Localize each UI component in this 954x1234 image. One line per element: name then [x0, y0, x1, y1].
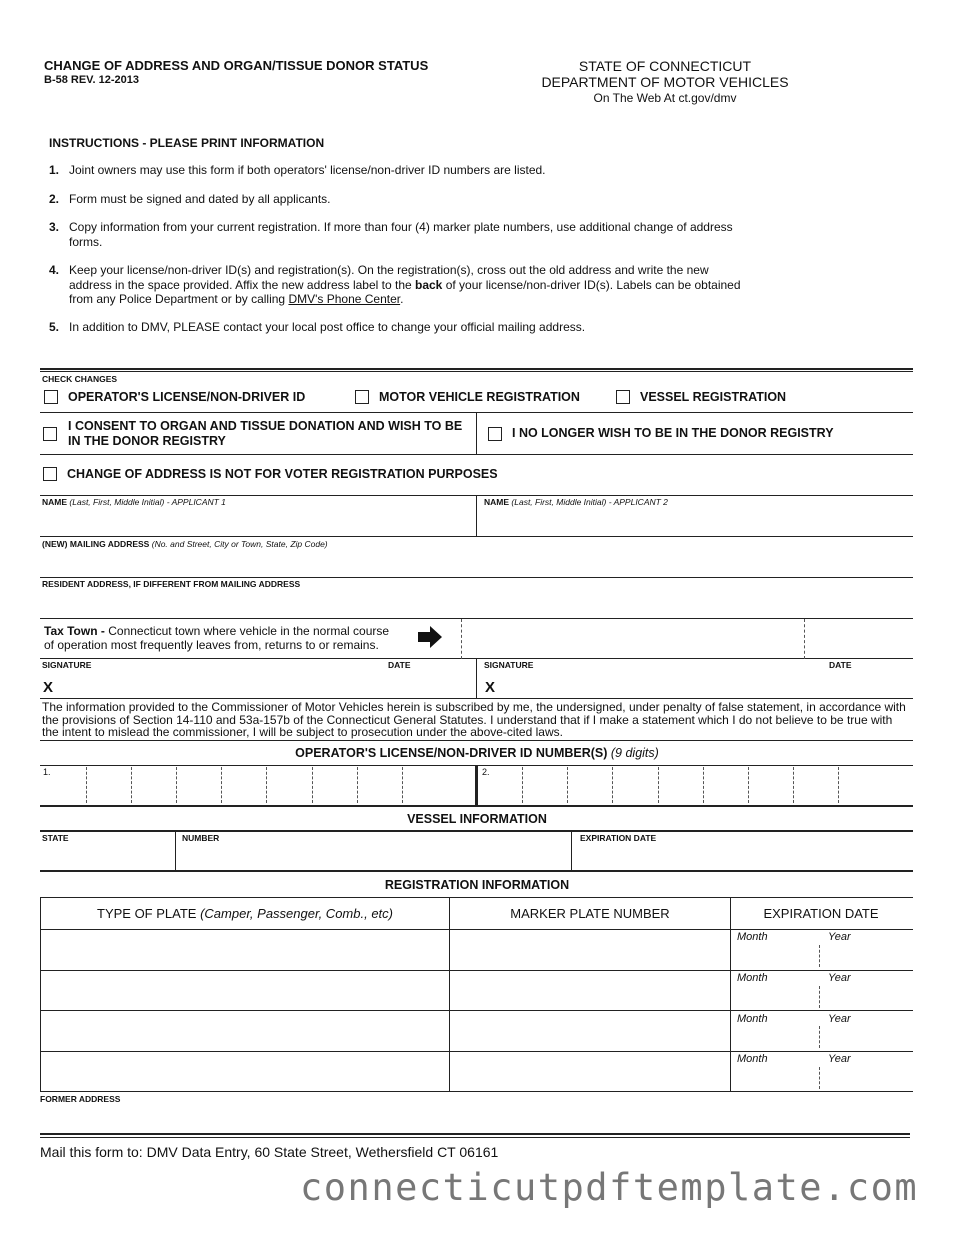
step-number: 3. [49, 220, 60, 234]
divider [40, 830, 913, 832]
divider [40, 740, 913, 741]
divider [461, 619, 462, 659]
agency-website: On The Web At ct.gov/dmv [593, 91, 737, 105]
checkbox-motor-vehicle-registration[interactable] [355, 390, 369, 404]
not-voter-registration-label: CHANGE OF ADDRESS IS NOT FOR VOTER REGISTRATION PURPOSES [67, 467, 498, 481]
plate-type-field[interactable] [42, 931, 448, 969]
marker-plate-field[interactable] [451, 1012, 729, 1050]
vessel-registration-label: VESSEL REGISTRATION [640, 390, 787, 404]
applicant2-signature-field[interactable] [500, 672, 912, 697]
divider [175, 831, 176, 871]
signature-label: SIGNATURE [484, 660, 534, 670]
instruction-step [49, 263, 749, 307]
watermark: connecticutpdftemplate.com [300, 1166, 919, 1209]
signature-x-mark: X [43, 679, 54, 696]
applicant2-name-field[interactable] [478, 508, 912, 535]
step-text: In addition to DMV, PLEASE contact your local post office to change your official mailing address. [69, 320, 586, 334]
motor-vehicle-registration-label: MOTOR VEHICLE REGISTRATION [379, 390, 580, 404]
checkbox-not-voter-registration[interactable] [43, 467, 57, 481]
divider [40, 1133, 910, 1135]
step-number: 5. [49, 320, 60, 334]
license-section-title: OPERATOR'S LICENSE/NON-DRIVER ID NUMBER(S) (9 digits) [295, 746, 659, 760]
divider [40, 698, 913, 699]
divider [476, 495, 477, 536]
year-label: Year [828, 1013, 851, 1025]
former-address-label: FORMER ADDRESS [40, 1094, 121, 1104]
divider [40, 897, 41, 1091]
checkbox-operators-license[interactable] [44, 390, 58, 404]
applicant1-name-label: NAME (Last, First, Middle Initial) - APPLICANT 1 [42, 497, 226, 507]
divider [476, 658, 477, 698]
month-label: Month [737, 972, 768, 984]
year-label: Year [828, 972, 851, 984]
marker-plate-header: MARKER PLATE NUMBER [510, 906, 670, 921]
mailing-address-label: (NEW) MAILING ADDRESS (No. and Street, City or Town, State, Zip Code) [42, 539, 328, 549]
donor-consent-label: I CONSENT TO ORGAN AND TISSUE DONATION AND WISH TO BE IN THE DONOR REGISTRY [68, 419, 463, 448]
divider [40, 618, 913, 619]
divider [804, 619, 805, 659]
applicant1-signature-field[interactable] [58, 672, 474, 697]
divider [449, 897, 450, 1091]
instruction-step [49, 320, 749, 335]
license-number-field-1[interactable] [41, 767, 474, 804]
date-label: DATE [829, 660, 852, 670]
resident-address-field[interactable] [41, 590, 912, 617]
marker-plate-field[interactable] [451, 931, 729, 969]
operators-license-label: OPERATOR'S LICENSE/NON-DRIVER ID [68, 390, 306, 404]
applicant2-name-label: NAME (Last, First, Middle Initial) - APPLICANT 2 [484, 497, 668, 507]
tax-town-field-1[interactable] [466, 620, 802, 657]
legal-statement: The information provided to the Commissioner of Motor Vehicles herein is subscribed by me, the undersigned, under penalty of false statement, in accordance with the provisions of Section 14-110 and 53a-157b of the Connecticut General Statutes. I understand that if I make a statement which I do not believe to be true with the intent to mislead the commissioner, I will be subject to prosecution under the above-cited laws. [42, 700, 906, 739]
step-number: 1. [49, 163, 60, 177]
step-text: Copy information from your current registration. If more than four (4) marker plate numbers, use additional change of address forms. [69, 220, 733, 249]
plate-type-field[interactable] [42, 1012, 448, 1050]
vessel-number-label: NUMBER [182, 833, 220, 843]
registration-section-title: REGISTRATION INFORMATION [384, 878, 570, 892]
vessel-expiration-label: EXPIRATION DATE [580, 833, 657, 843]
divider [40, 1010, 913, 1011]
signature-x-mark: X [485, 679, 496, 696]
checkbox-donor-consent[interactable] [43, 427, 57, 441]
year-label: Year [828, 931, 851, 943]
plate-type-field[interactable] [42, 1053, 448, 1090]
plate-type-field[interactable] [42, 972, 448, 1009]
arrow-right-icon [418, 626, 442, 648]
instruction-step [49, 163, 749, 178]
phone-center-link[interactable]: DMV's Phone Center [288, 292, 401, 306]
divider [40, 1137, 910, 1138]
license-number-field-2[interactable] [479, 767, 912, 804]
tax-town-label: Tax Town - Connecticut town where vehicle in the normal course of operation most frequently leaves from, returns to or remains. [44, 624, 390, 652]
month-label: Month [737, 931, 768, 943]
tax-town-field-2[interactable] [806, 620, 912, 657]
step-text: Form must be signed and dated by all applicants. [69, 192, 331, 206]
marker-plate-field[interactable] [451, 1053, 729, 1090]
divider [40, 368, 913, 370]
license-slot-2-label: 2. [482, 767, 490, 777]
divider [40, 454, 913, 455]
expiration-header: EXPIRATION DATE [763, 906, 879, 921]
instructions-heading: INSTRUCTIONS - PLEASE PRINT INFORMATION [49, 136, 325, 150]
step-text: Keep your license/non-driver ID(s) and registration(s). On the registration(s), cross out the old address and write the new address in the space provided. Affix the new address label to the back of your license/non-driver ID(s). Labels can be obtained from any Police Department or by calling DMV's Phone Center. [69, 263, 741, 306]
check-changes-heading: CHECK CHANGES [42, 374, 118, 384]
mailing-address-field[interactable] [41, 550, 912, 576]
vessel-number-field[interactable] [177, 845, 570, 869]
form-number: B-58 REV. 12-2013 [44, 74, 139, 86]
marker-plate-field[interactable] [451, 972, 729, 1009]
agency-department: DEPARTMENT OF MOTOR VEHICLES [541, 74, 789, 90]
divider [571, 831, 572, 871]
former-address-field[interactable] [40, 1106, 910, 1132]
checkbox-no-longer-donor[interactable] [488, 427, 502, 441]
year-label: Year [828, 1053, 851, 1065]
divider [40, 1091, 913, 1092]
agency-block [520, 58, 810, 106]
divider [40, 536, 913, 537]
vessel-section-title: VESSEL INFORMATION [407, 812, 547, 826]
divider [40, 805, 913, 807]
vessel-expiration-field[interactable] [573, 845, 912, 869]
step-number: 4. [49, 263, 60, 277]
divider [40, 897, 913, 898]
form-title: CHANGE OF ADDRESS AND ORGAN/TISSUE DONOR STATUS [44, 58, 429, 73]
checkbox-vessel-registration[interactable] [616, 390, 630, 404]
step-text: Joint owners may use this form if both operators' license/non-driver ID numbers are listed. [69, 163, 546, 177]
license-slot-1-label: 1. [43, 767, 51, 777]
divider [40, 970, 913, 971]
divider [40, 577, 913, 578]
divider [476, 412, 477, 454]
date-label: DATE [388, 660, 411, 670]
divider [40, 1051, 913, 1052]
step-number: 2. [49, 192, 60, 206]
divider [730, 897, 731, 1091]
agency-state: STATE OF CONNECTICUT [578, 58, 752, 74]
divider [40, 929, 913, 930]
applicant1-name-field[interactable] [41, 508, 475, 535]
vessel-state-label: STATE [42, 833, 69, 843]
mailing-instructions: Mail this form to: DMV Data Entry, 60 State Street, Wethersfield CT 06161 [40, 1144, 499, 1160]
signature-label: SIGNATURE [42, 660, 92, 670]
no-longer-donor-label: I NO LONGER WISH TO BE IN THE DONOR REGISTRY [512, 426, 834, 440]
instruction-step [49, 192, 749, 207]
divider [475, 765, 478, 805]
month-label: Month [737, 1013, 768, 1025]
resident-address-label: RESIDENT ADDRESS, IF DIFFERENT FROM MAILING ADDRESS [42, 579, 301, 589]
divider [40, 371, 913, 372]
instruction-step [49, 220, 749, 249]
month-label: Month [737, 1053, 768, 1065]
plate-type-header: TYPE OF PLATE (Camper, Passenger, Comb., etc) [97, 906, 393, 921]
vessel-state-field[interactable] [41, 845, 174, 869]
divider [40, 870, 913, 872]
